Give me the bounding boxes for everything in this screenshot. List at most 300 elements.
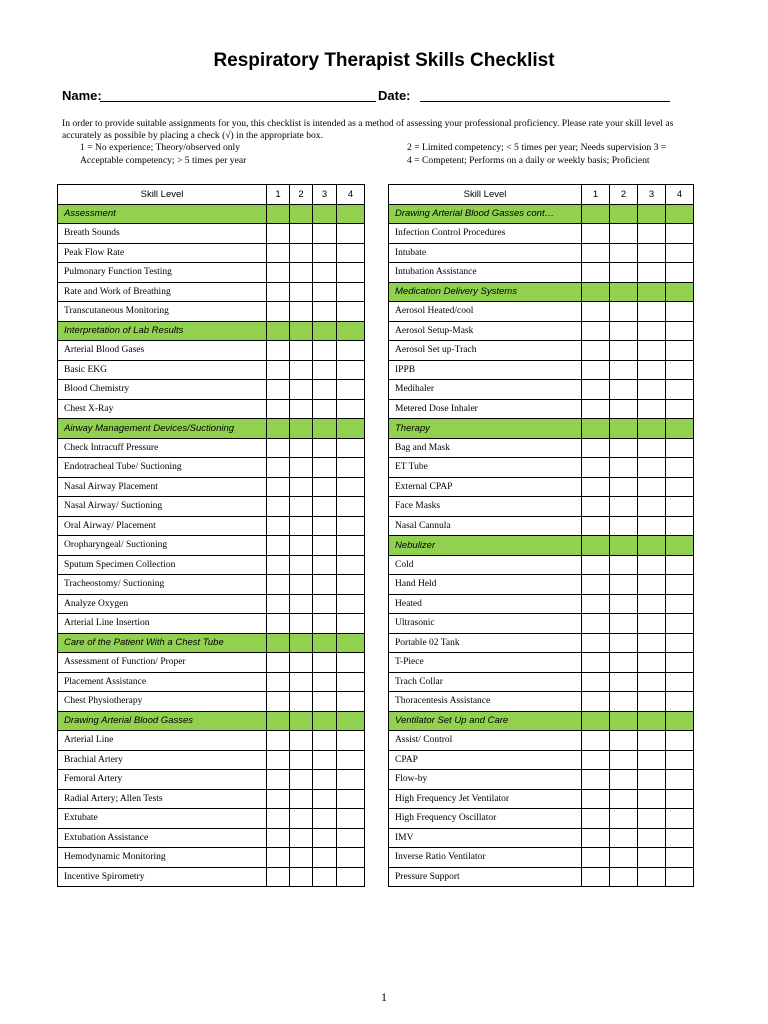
rating-checkbox-2[interactable]	[610, 360, 638, 380]
skill-name: Aerosol Heated/cool	[389, 302, 582, 322]
rating-checkbox-1[interactable]	[267, 731, 290, 751]
rating-checkbox-4[interactable]	[666, 770, 694, 790]
section-rating-cell-1	[267, 419, 290, 439]
rating-checkbox-1[interactable]	[267, 458, 290, 478]
rating-checkbox-1[interactable]	[582, 380, 610, 400]
skill-name: Tracheostomy/ Suctioning	[58, 575, 267, 595]
rating-checkbox-2[interactable]	[290, 224, 313, 244]
rating-checkbox-4[interactable]	[337, 594, 365, 614]
rating-checkbox-4[interactable]	[337, 516, 365, 536]
name-field[interactable]	[100, 101, 376, 102]
skill-name: Bag and Mask	[389, 438, 582, 458]
rating-checkbox-2[interactable]	[610, 633, 638, 653]
rating-checkbox-1[interactable]	[582, 750, 610, 770]
rating-checkbox-1[interactable]	[267, 653, 290, 673]
rating-checkbox-4[interactable]	[337, 692, 365, 712]
rating-checkbox-1[interactable]	[582, 692, 610, 712]
skill-row	[58, 731, 365, 751]
rating-checkbox-1[interactable]	[267, 360, 290, 380]
rating-checkbox-2[interactable]	[290, 555, 313, 575]
rating-checkbox-2[interactable]	[290, 360, 313, 380]
rating-checkbox-1[interactable]	[582, 438, 610, 458]
rating-checkbox-1[interactable]	[267, 848, 290, 868]
rating-checkbox-1[interactable]	[582, 321, 610, 341]
rating-checkbox-2[interactable]	[290, 653, 313, 673]
rating-checkbox-4[interactable]	[337, 789, 365, 809]
rating-checkbox-2[interactable]	[610, 458, 638, 478]
rating-checkbox-4[interactable]	[337, 828, 365, 848]
rating-checkbox-2[interactable]	[610, 399, 638, 419]
rating-checkbox-1[interactable]	[582, 809, 610, 829]
skill-name: Analyze Oxygen	[58, 594, 267, 614]
rating-checkbox-4[interactable]	[337, 282, 365, 302]
skill-name: IPPB	[389, 360, 582, 380]
skill-name: Arterial Line	[58, 731, 267, 751]
rating-checkbox-2[interactable]	[610, 341, 638, 361]
rating-checkbox-1[interactable]	[267, 380, 290, 400]
rating-checkbox-3[interactable]	[638, 243, 666, 263]
rating-checkbox-2[interactable]	[290, 770, 313, 790]
section-title: Drawing Arterial Blood Gasses	[58, 711, 267, 731]
rating-checkbox-3[interactable]	[638, 360, 666, 380]
skill-row	[58, 692, 365, 712]
rating-checkbox-1[interactable]	[267, 497, 290, 517]
rating-checkbox-3[interactable]	[313, 399, 337, 419]
rating-checkbox-1[interactable]	[267, 243, 290, 263]
rating-checkbox-1[interactable]	[267, 809, 290, 829]
skill-name: Medihaler	[389, 380, 582, 400]
rating-checkbox-4[interactable]	[337, 341, 365, 361]
rating-checkbox-1[interactable]	[582, 399, 610, 419]
rating-checkbox-2[interactable]	[610, 380, 638, 400]
rating-checkbox-4[interactable]	[666, 497, 694, 517]
rating-checkbox-3[interactable]	[313, 477, 337, 497]
rating-checkbox-3[interactable]	[638, 828, 666, 848]
skill-row	[58, 809, 365, 829]
rating-checkbox-3[interactable]	[313, 263, 337, 283]
rating-checkbox-3[interactable]	[313, 653, 337, 673]
rating-checkbox-2[interactable]	[610, 243, 638, 263]
section-rating-cell-2	[290, 419, 313, 439]
rating-checkbox-4[interactable]	[666, 302, 694, 322]
rating-checkbox-3[interactable]	[638, 458, 666, 478]
rating-checkbox-4[interactable]	[666, 458, 694, 478]
rating-checkbox-2[interactable]	[290, 438, 313, 458]
rating-checkbox-4[interactable]	[337, 477, 365, 497]
rating-checkbox-4[interactable]	[337, 302, 365, 322]
rating-checkbox-1[interactable]	[582, 243, 610, 263]
rating-checkbox-1[interactable]	[267, 750, 290, 770]
rating-checkbox-3[interactable]	[313, 867, 337, 887]
rating-checkbox-2[interactable]	[610, 731, 638, 751]
skill-row	[389, 321, 694, 341]
skill-name: Nasal Cannula	[389, 516, 582, 536]
rating-checkbox-1[interactable]	[267, 536, 290, 556]
rating-checkbox-1[interactable]	[267, 828, 290, 848]
section-rating-cell-2	[610, 711, 638, 731]
rating-checkbox-3[interactable]	[638, 614, 666, 634]
rating-checkbox-4[interactable]	[666, 750, 694, 770]
rating-checkbox-2[interactable]	[290, 789, 313, 809]
skill-name: Aerosol Setup-Mask	[389, 321, 582, 341]
rating-checkbox-2[interactable]	[610, 653, 638, 673]
rating-checkbox-3[interactable]	[313, 224, 337, 244]
rating-checkbox-2[interactable]	[290, 867, 313, 887]
rating-checkbox-4[interactable]	[337, 497, 365, 517]
skill-row	[389, 458, 694, 478]
rating-checkbox-3[interactable]	[313, 692, 337, 712]
rating-checkbox-1[interactable]	[582, 770, 610, 790]
rating-checkbox-3[interactable]	[313, 828, 337, 848]
rating-checkbox-2[interactable]	[610, 497, 638, 517]
rating-checkbox-4[interactable]	[666, 789, 694, 809]
rating-checkbox-2[interactable]	[610, 575, 638, 595]
rating-checkbox-4[interactable]	[337, 575, 365, 595]
rating-checkbox-2[interactable]	[290, 692, 313, 712]
rating-checkbox-3[interactable]	[638, 497, 666, 517]
skill-name: Trach Collar	[389, 672, 582, 692]
rating-checkbox-3[interactable]	[313, 555, 337, 575]
skill-row	[58, 594, 365, 614]
rating-checkbox-4[interactable]	[337, 263, 365, 283]
rating-checkbox-1[interactable]	[582, 263, 610, 283]
rating-checkbox-2[interactable]	[290, 750, 313, 770]
rating-checkbox-4[interactable]	[337, 614, 365, 634]
rating-checkbox-3[interactable]	[638, 575, 666, 595]
rating-checkbox-4[interactable]	[337, 731, 365, 751]
rating-checkbox-1[interactable]	[582, 575, 610, 595]
rating-checkbox-3[interactable]	[313, 731, 337, 751]
section-header-row	[58, 419, 365, 439]
skill-name: Placement Assistance	[58, 672, 267, 692]
rating-checkbox-4[interactable]	[337, 458, 365, 478]
skill-name: Extubation Assistance	[58, 828, 267, 848]
rating-checkbox-4[interactable]	[666, 672, 694, 692]
section-header-row	[58, 633, 365, 653]
rating-checkbox-3[interactable]	[313, 536, 337, 556]
rating-checkbox-3[interactable]	[313, 282, 337, 302]
rating-checkbox-2[interactable]	[290, 243, 313, 263]
rating-checkbox-4[interactable]	[337, 438, 365, 458]
skill-row	[58, 653, 365, 673]
rating-checkbox-2[interactable]	[610, 692, 638, 712]
rating-checkbox-3[interactable]	[638, 770, 666, 790]
rating-checkbox-4[interactable]	[337, 243, 365, 263]
skill-name: Arterial Line Insertion	[58, 614, 267, 634]
section-rating-cell-2	[610, 282, 638, 302]
skill-row	[389, 828, 694, 848]
rating-header-4: 4	[337, 185, 365, 205]
skill-row	[389, 653, 694, 673]
rating-checkbox-2[interactable]	[610, 321, 638, 341]
rating-checkbox-3[interactable]	[638, 321, 666, 341]
rating-checkbox-4[interactable]	[337, 809, 365, 829]
rating-checkbox-3[interactable]	[313, 360, 337, 380]
rating-checkbox-4[interactable]	[337, 750, 365, 770]
rating-checkbox-2[interactable]	[290, 380, 313, 400]
skill-name: Assist/ Control	[389, 731, 582, 751]
rating-checkbox-4[interactable]	[337, 360, 365, 380]
rating-checkbox-4[interactable]	[666, 380, 694, 400]
rating-checkbox-2[interactable]	[610, 672, 638, 692]
rating-header-1: 1	[267, 185, 290, 205]
rating-checkbox-2[interactable]	[610, 224, 638, 244]
rating-checkbox-3[interactable]	[638, 692, 666, 712]
rating-checkbox-3[interactable]	[313, 770, 337, 790]
rating-checkbox-1[interactable]	[582, 848, 610, 868]
rating-checkbox-4[interactable]	[666, 867, 694, 887]
rating-checkbox-3[interactable]	[313, 380, 337, 400]
skill-name: Endotracheal Tube/ Suctioning	[58, 458, 267, 478]
rating-checkbox-4[interactable]	[337, 399, 365, 419]
rating-checkbox-2[interactable]	[290, 497, 313, 517]
rating-checkbox-4[interactable]	[666, 575, 694, 595]
rating-checkbox-2[interactable]	[290, 614, 313, 634]
rating-checkbox-1[interactable]	[582, 360, 610, 380]
rating-checkbox-4[interactable]	[337, 848, 365, 868]
rating-checkbox-3[interactable]	[638, 516, 666, 536]
rating-checkbox-3[interactable]	[638, 750, 666, 770]
rating-checkbox-4[interactable]	[666, 555, 694, 575]
skill-name: High Frequency Jet Ventilator	[389, 789, 582, 809]
rating-checkbox-4[interactable]	[666, 828, 694, 848]
rating-checkbox-1[interactable]	[267, 341, 290, 361]
rating-checkbox-1[interactable]	[582, 497, 610, 517]
rating-checkbox-3[interactable]	[313, 750, 337, 770]
rating-header-4: 4	[666, 185, 694, 205]
rating-checkbox-3[interactable]	[638, 399, 666, 419]
rating-checkbox-2[interactable]	[290, 477, 313, 497]
rating-checkbox-2[interactable]	[290, 263, 313, 283]
rating-checkbox-1[interactable]	[582, 731, 610, 751]
rating-checkbox-3[interactable]	[313, 614, 337, 634]
rating-checkbox-4[interactable]	[666, 516, 694, 536]
rating-checkbox-3[interactable]	[638, 341, 666, 361]
rating-checkbox-3[interactable]	[313, 789, 337, 809]
rating-checkbox-1[interactable]	[582, 653, 610, 673]
rating-checkbox-1[interactable]	[267, 282, 290, 302]
rating-checkbox-4[interactable]	[337, 770, 365, 790]
rating-checkbox-1[interactable]	[267, 614, 290, 634]
rating-checkbox-2[interactable]	[610, 614, 638, 634]
rating-checkbox-2[interactable]	[290, 575, 313, 595]
rating-checkbox-4[interactable]	[666, 653, 694, 673]
rating-checkbox-1[interactable]	[267, 770, 290, 790]
rating-checkbox-4[interactable]	[666, 243, 694, 263]
rating-checkbox-3[interactable]	[313, 341, 337, 361]
skill-row	[58, 282, 365, 302]
rating-checkbox-1[interactable]	[267, 692, 290, 712]
rating-checkbox-2[interactable]	[610, 848, 638, 868]
section-rating-cell-2	[610, 204, 638, 224]
rating-checkbox-3[interactable]	[638, 809, 666, 829]
rating-checkbox-1[interactable]	[267, 672, 290, 692]
rating-checkbox-4[interactable]	[666, 594, 694, 614]
rating-checkbox-1[interactable]	[582, 477, 610, 497]
rating-checkbox-1[interactable]	[582, 633, 610, 653]
skill-name: Transcutaneous Monitoring	[58, 302, 267, 322]
rating-checkbox-3[interactable]	[638, 477, 666, 497]
rating-checkbox-4[interactable]	[666, 263, 694, 283]
rating-checkbox-3[interactable]	[313, 594, 337, 614]
rating-checkbox-4[interactable]	[337, 867, 365, 887]
rating-checkbox-3[interactable]	[638, 263, 666, 283]
rating-checkbox-2[interactable]	[610, 789, 638, 809]
rating-checkbox-4[interactable]	[666, 731, 694, 751]
rating-checkbox-3[interactable]	[313, 575, 337, 595]
rating-checkbox-1[interactable]	[582, 555, 610, 575]
rating-checkbox-4[interactable]	[666, 224, 694, 244]
rating-checkbox-3[interactable]	[638, 438, 666, 458]
rating-checkbox-2[interactable]	[610, 594, 638, 614]
rating-checkbox-1[interactable]	[267, 516, 290, 536]
rating-checkbox-1[interactable]	[267, 263, 290, 283]
skill-row	[58, 399, 365, 419]
rating-checkbox-1[interactable]	[267, 477, 290, 497]
rating-checkbox-1[interactable]	[582, 302, 610, 322]
rating-checkbox-2[interactable]	[290, 809, 313, 829]
rating-checkbox-2[interactable]	[290, 672, 313, 692]
rating-checkbox-1[interactable]	[267, 555, 290, 575]
rating-checkbox-4[interactable]	[666, 399, 694, 419]
rating-checkbox-1[interactable]	[267, 399, 290, 419]
rating-checkbox-3[interactable]	[313, 516, 337, 536]
rating-checkbox-2[interactable]	[610, 770, 638, 790]
rating-checkbox-4[interactable]	[666, 633, 694, 653]
section-header-row	[389, 536, 694, 556]
skill-name: Chest X-Ray	[58, 399, 267, 419]
rating-checkbox-1[interactable]	[582, 789, 610, 809]
rating-checkbox-4[interactable]	[337, 536, 365, 556]
rating-checkbox-3[interactable]	[313, 672, 337, 692]
rating-checkbox-3[interactable]	[638, 224, 666, 244]
skill-row	[389, 477, 694, 497]
rating-checkbox-3[interactable]	[638, 789, 666, 809]
skill-name: Inverse Ratio Ventilator	[389, 848, 582, 868]
rating-checkbox-1[interactable]	[582, 594, 610, 614]
rating-checkbox-1[interactable]	[267, 789, 290, 809]
rating-checkbox-4[interactable]	[666, 477, 694, 497]
section-rating-cell-1	[267, 204, 290, 224]
rating-checkbox-4[interactable]	[666, 360, 694, 380]
rating-checkbox-2[interactable]	[610, 263, 638, 283]
skill-name: External CPAP	[389, 477, 582, 497]
skill-name: Oropharyngeal/ Suctioning	[58, 536, 267, 556]
rating-checkbox-3[interactable]	[638, 594, 666, 614]
rating-checkbox-2[interactable]	[290, 594, 313, 614]
rating-checkbox-4[interactable]	[666, 614, 694, 634]
rating-checkbox-1[interactable]	[267, 438, 290, 458]
rating-checkbox-2[interactable]	[610, 555, 638, 575]
rating-checkbox-1[interactable]	[267, 575, 290, 595]
rating-checkbox-2[interactable]	[290, 458, 313, 478]
rating-checkbox-2[interactable]	[610, 477, 638, 497]
section-header-row	[389, 204, 694, 224]
rating-checkbox-2[interactable]	[290, 536, 313, 556]
rating-header-1: 1	[582, 185, 610, 205]
rating-checkbox-4[interactable]	[337, 224, 365, 244]
date-field[interactable]	[420, 101, 670, 102]
rating-checkbox-1[interactable]	[582, 614, 610, 634]
rating-checkbox-1[interactable]	[582, 341, 610, 361]
rating-checkbox-1[interactable]	[582, 828, 610, 848]
rating-checkbox-3[interactable]	[313, 809, 337, 829]
rating-checkbox-2[interactable]	[290, 302, 313, 322]
rating-checkbox-4[interactable]	[666, 692, 694, 712]
skill-name: Flow-by	[389, 770, 582, 790]
rating-checkbox-3[interactable]	[638, 302, 666, 322]
skill-row	[389, 224, 694, 244]
rating-checkbox-3[interactable]	[638, 653, 666, 673]
rating-checkbox-3[interactable]	[313, 848, 337, 868]
rating-checkbox-2[interactable]	[610, 809, 638, 829]
rating-checkbox-3[interactable]	[638, 380, 666, 400]
section-rating-cell-2	[290, 321, 313, 341]
rating-checkbox-2[interactable]	[610, 302, 638, 322]
rating-checkbox-2[interactable]	[290, 848, 313, 868]
rating-checkbox-3[interactable]	[313, 438, 337, 458]
rating-checkbox-3[interactable]	[313, 458, 337, 478]
rating-checkbox-1[interactable]	[267, 594, 290, 614]
rating-checkbox-3[interactable]	[638, 555, 666, 575]
skill-row	[389, 614, 694, 634]
rating-checkbox-2[interactable]	[610, 828, 638, 848]
rating-checkbox-3[interactable]	[313, 243, 337, 263]
rating-checkbox-1[interactable]	[267, 867, 290, 887]
skill-row	[58, 477, 365, 497]
rating-checkbox-2[interactable]	[290, 399, 313, 419]
rating-checkbox-4[interactable]	[666, 809, 694, 829]
rating-checkbox-3[interactable]	[638, 867, 666, 887]
rating-checkbox-3[interactable]	[313, 497, 337, 517]
rating-checkbox-3[interactable]	[638, 731, 666, 751]
skill-row	[389, 360, 694, 380]
rating-checkbox-4[interactable]	[666, 848, 694, 868]
rating-checkbox-2[interactable]	[610, 750, 638, 770]
rating-checkbox-1[interactable]	[582, 458, 610, 478]
rating-checkbox-4[interactable]	[666, 438, 694, 458]
rating-checkbox-4[interactable]	[666, 341, 694, 361]
rating-checkbox-1[interactable]	[267, 224, 290, 244]
rating-checkbox-2[interactable]	[290, 516, 313, 536]
rating-checkbox-1[interactable]	[582, 516, 610, 536]
skill-name: Femoral Artery	[58, 770, 267, 790]
skill-row	[389, 731, 694, 751]
rating-checkbox-4[interactable]	[337, 672, 365, 692]
rating-checkbox-3[interactable]	[638, 672, 666, 692]
rating-checkbox-2[interactable]	[290, 341, 313, 361]
rating-checkbox-2[interactable]	[610, 516, 638, 536]
rating-checkbox-3[interactable]	[638, 848, 666, 868]
skill-row	[58, 867, 365, 887]
rating-checkbox-4[interactable]	[666, 321, 694, 341]
rating-checkbox-1[interactable]	[267, 302, 290, 322]
rating-checkbox-3[interactable]	[638, 633, 666, 653]
rating-checkbox-2[interactable]	[290, 731, 313, 751]
rating-checkbox-2[interactable]	[290, 282, 313, 302]
rating-checkbox-2[interactable]	[610, 438, 638, 458]
rating-checkbox-4[interactable]	[337, 380, 365, 400]
rating-checkbox-4[interactable]	[337, 555, 365, 575]
rating-checkbox-4[interactable]	[337, 653, 365, 673]
rating-checkbox-3[interactable]	[313, 302, 337, 322]
rating-checkbox-2[interactable]	[290, 828, 313, 848]
rating-checkbox-1[interactable]	[582, 224, 610, 244]
rating-checkbox-1[interactable]	[582, 867, 610, 887]
rating-checkbox-2[interactable]	[610, 867, 638, 887]
rating-checkbox-1[interactable]	[582, 672, 610, 692]
skill-level-header: Skill Level	[389, 185, 582, 205]
